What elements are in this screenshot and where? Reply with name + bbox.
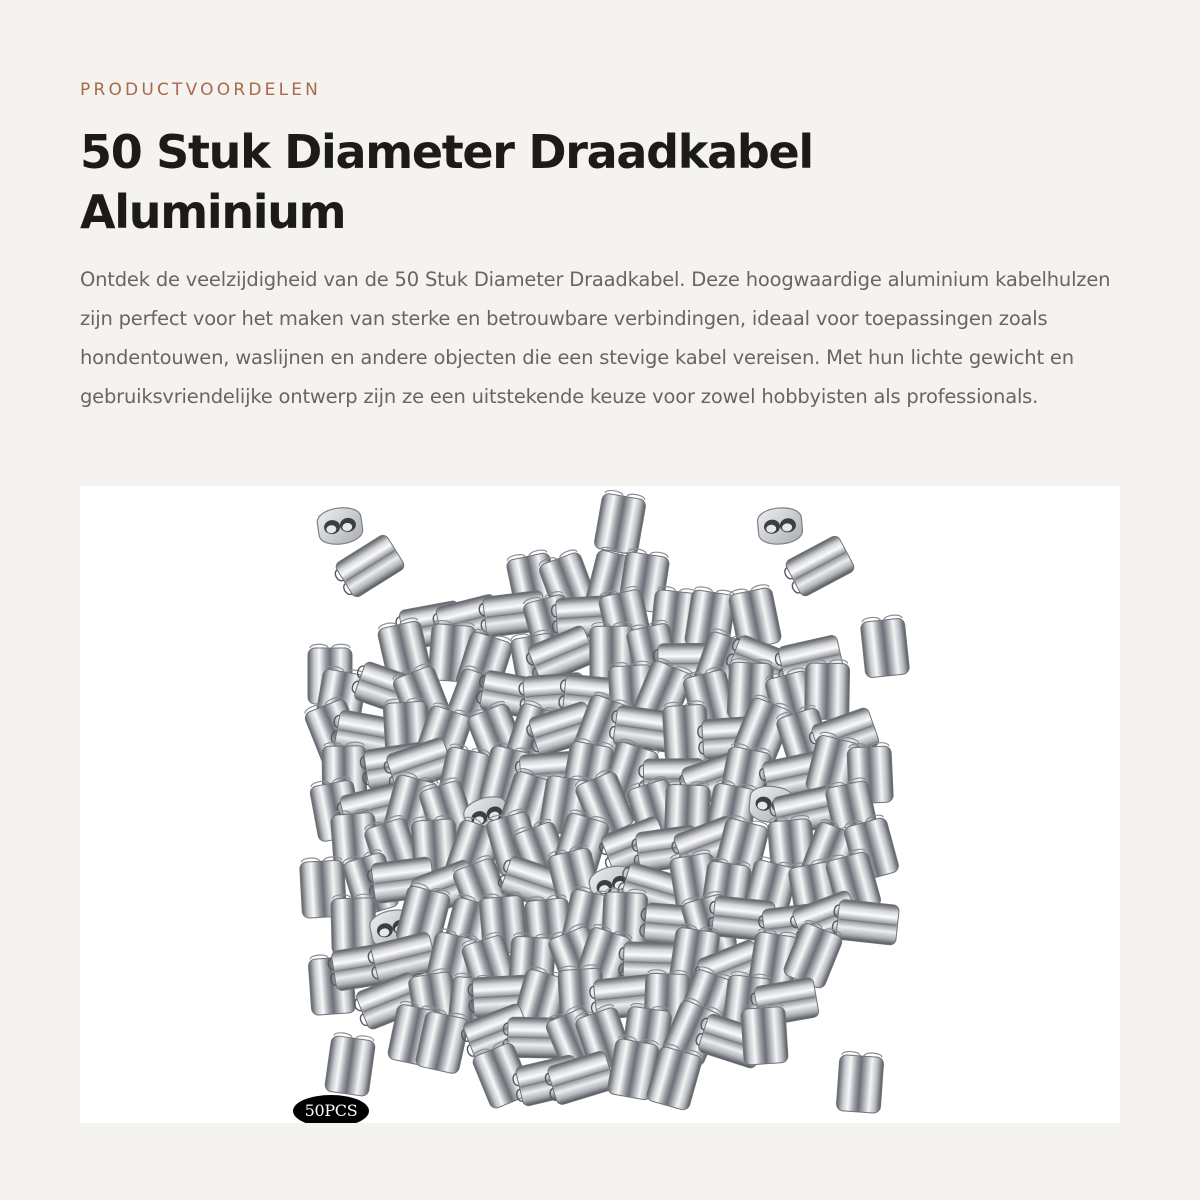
sleeve-piece: [836, 1051, 884, 1114]
sleeve-piece: [324, 1031, 376, 1096]
product-title: 50 Stuk Diameter Draadkabel Aluminium: [80, 125, 813, 239]
sleeve-piece: [593, 489, 647, 555]
sleeve-piece: [860, 614, 910, 678]
section-eyebrow: PRODUCTVOORDELEN: [80, 80, 322, 100]
sleeve-piece: [757, 506, 804, 546]
sleeve-piece: [316, 505, 365, 547]
sleeve-piece: [831, 899, 899, 946]
product-description: Ontdek de veelzijdigheid van de 50 Stuk Diameter Draadkabel. Deze hoogwaardige aluminium kabelhulzen zijn perfect voor het maken van sterke en betrouwbare verbindingen, ideaal voor toepassingen zoals hondentouwen, waslijnen en andere objecten die een stevige kabel vereisen. Met hun lichte gewicht en gebruiksvriendelijke ontwerp zijn ze een uitstekende keuze voor zowel hobbyisten als professionals.: [80, 268, 1111, 408]
product-image: [80, 486, 1120, 1123]
sleeve-piece: [780, 534, 856, 600]
quantity-badge: 50PCS: [293, 1095, 369, 1123]
aluminium-sleeves-illustration: [80, 486, 1120, 1123]
sleeve-piece: [741, 1003, 789, 1065]
